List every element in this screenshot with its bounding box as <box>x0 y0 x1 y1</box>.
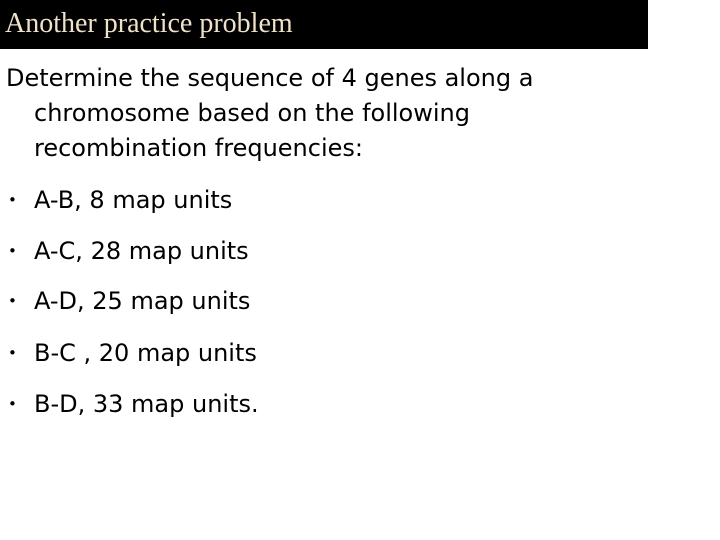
list-item-text: B-D, 33 map units. <box>34 390 259 418</box>
problem-statement-line-2: chromosome based on the following <box>34 99 470 127</box>
list-item-text: B-C , 20 map units <box>34 339 257 367</box>
bullet-icon: • <box>8 292 17 310</box>
bullet-icon: • <box>8 242 17 260</box>
bullet-icon: • <box>8 344 17 362</box>
slide-title: Another practice problem <box>5 8 293 39</box>
problem-statement-line-3: recombination frequencies: <box>34 134 363 162</box>
list-item-text: A-D, 25 map units <box>34 287 251 315</box>
bullet-icon: • <box>8 191 17 209</box>
bullet-icon: • <box>8 395 17 413</box>
list-item-text: A-C, 28 map units <box>34 237 249 265</box>
list-item-text: A-B, 8 map units <box>34 186 233 214</box>
problem-statement-line-1: Determine the sequence of 4 genes along a <box>6 64 534 92</box>
